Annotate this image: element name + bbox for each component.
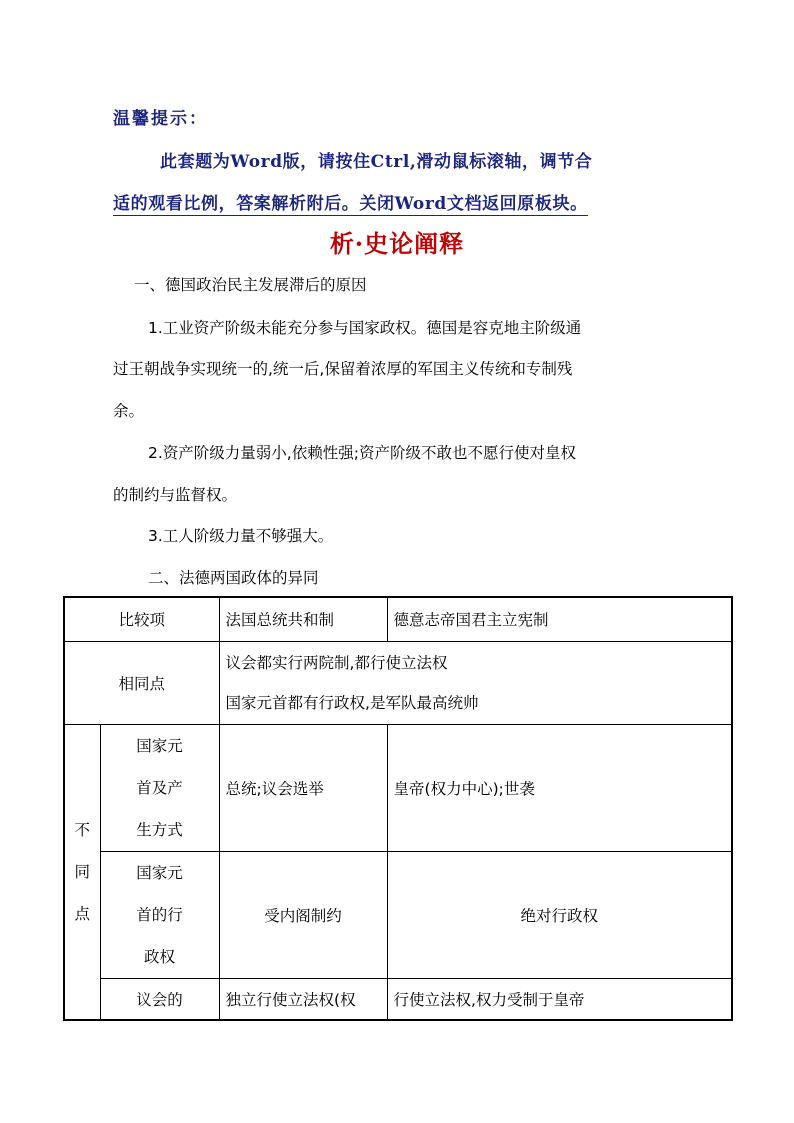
table-row — [64, 978, 732, 1020]
same-line-2: 国家元首都有行政权,是军队最高统帅 — [225, 693, 479, 712]
table-header-row — [64, 597, 732, 641]
heading-part2: 二、法德两国政体的异同 — [148, 569, 319, 587]
diff-label-char: 不 — [74, 820, 90, 839]
row-item — [100, 724, 219, 851]
diff-label-char: 点 — [74, 904, 90, 923]
row-germany: 皇帝(权力中心);世袭 — [387, 724, 732, 851]
paragraph-1-line-2: 过王朝战争实现统一的,统一后,保留着浓厚的军国主义传统和专制残 — [113, 360, 573, 378]
table-row-same — [64, 641, 732, 724]
heading-part1: 一、德国政治民主发展滞后的原因 — [134, 276, 367, 294]
row-france: 独立行使立法权(权 — [219, 978, 387, 1020]
row-germany: 绝对行政权 — [387, 851, 732, 978]
row-france: 受内阁制约 — [219, 851, 387, 978]
header-france: 法国总统共和制 — [219, 597, 387, 641]
section-title: 析·史论阐释 — [329, 229, 465, 258]
same-line-1: 议会都实行两院制,都行使立法权 — [225, 653, 448, 672]
paragraph-2-line-1: 2.资产阶级力量弱小,依赖性强;资产阶级不敢也不愿行使对皇权 — [148, 444, 576, 462]
diff-label-char: 同 — [74, 862, 90, 881]
table-row — [64, 724, 732, 851]
row-france: 总统;议会选举 — [219, 724, 387, 851]
same-content — [219, 641, 732, 724]
tip-line-1: 此套题为Word版，请按住Ctrl,滑动鼠标滚轴，调节合 — [160, 152, 593, 172]
row-item-line: 国家元 — [136, 736, 183, 755]
row-item-line: 首的行 — [136, 905, 183, 924]
paragraph-1-line-1: 1.工业资产阶级未能充分参与国家政权。德国是容克地主阶级通 — [148, 319, 582, 337]
row-item: 议会的 — [100, 978, 219, 1020]
tip-line-2: 适的观看比例，答案解析附后。关闭Word文档返回原板块。 — [113, 189, 588, 216]
row-germany: 行使立法权,权力受制于皇帝 — [387, 978, 732, 1020]
table-row — [64, 851, 732, 978]
paragraph-3: 3.工人阶级力量不够强大。 — [148, 527, 334, 545]
paragraph-2-line-2: 的制约与监督权。 — [113, 486, 238, 504]
row-item-line: 生方式 — [136, 820, 183, 839]
row-item-line: 国家元 — [136, 863, 183, 882]
header-germany: 德意志帝国君主立宪制 — [387, 597, 732, 641]
tip-title: 温馨提示： — [113, 109, 208, 129]
same-label: 相同点 — [64, 641, 219, 724]
paragraph-1-line-3: 余。 — [113, 402, 145, 420]
row-item-line: 首及产 — [136, 778, 183, 797]
diff-label — [64, 724, 100, 1020]
comparison-table — [63, 596, 733, 1021]
row-item — [100, 851, 219, 978]
header-compare-item: 比较项 — [64, 597, 219, 641]
row-item-line: 政权 — [144, 947, 176, 966]
